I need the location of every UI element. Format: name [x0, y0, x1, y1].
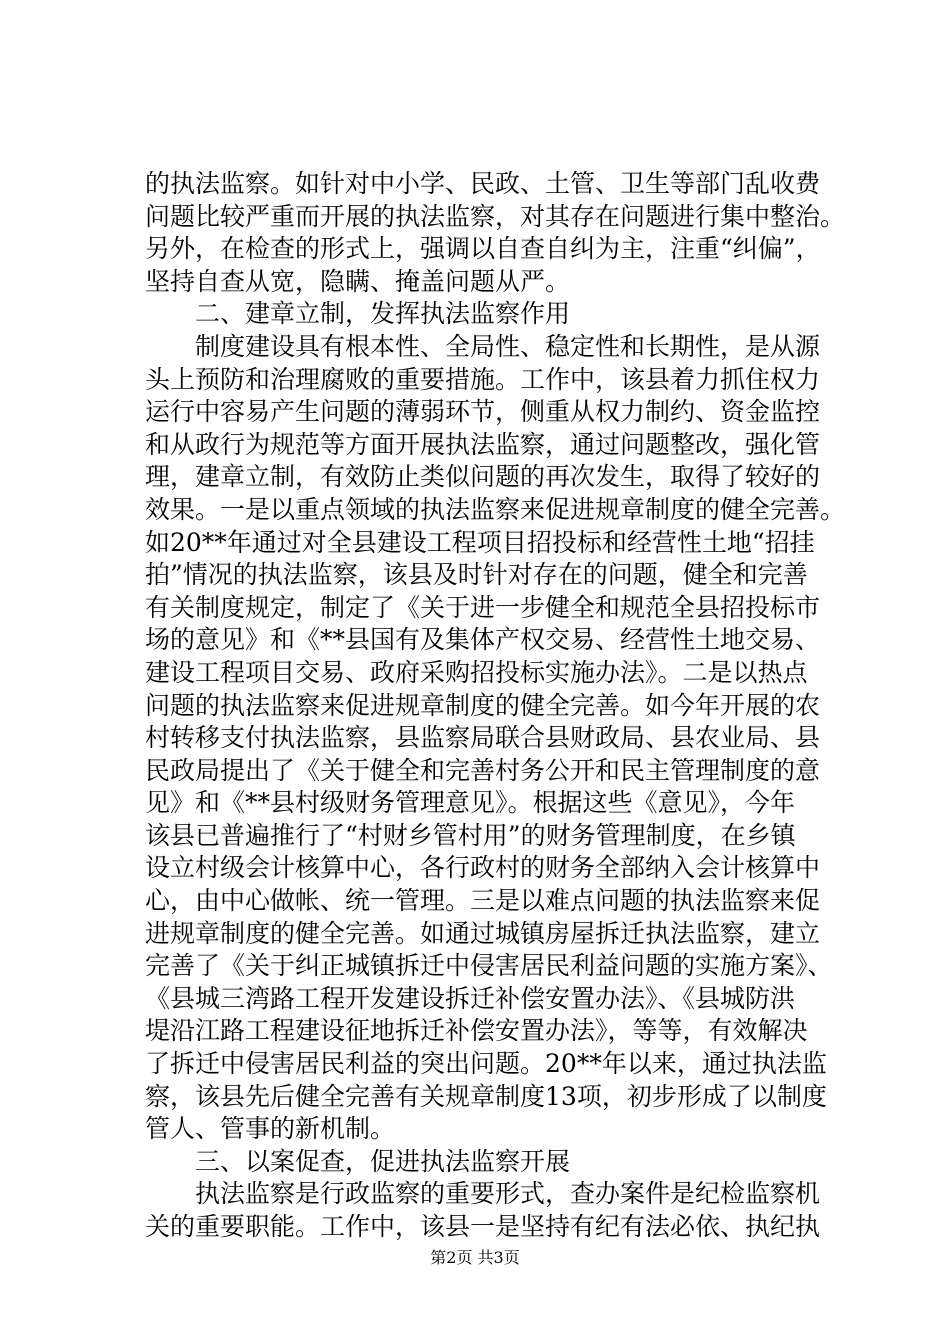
- text-line: 拍”情况的执法监察，该县及时针对存在的问题，健全和完善: [145, 560, 808, 590]
- text-line: 关的重要职能。工作中，该县一是坚持有纪有法必依、执纪执: [145, 1212, 821, 1241]
- text-line: 头上预防和治理腐败的重要措施。工作中，该县着力抓住权力: [145, 364, 821, 394]
- text-line: 村转移支付执法监察，县监察局联合县财政局、县农业局、县: [145, 723, 821, 753]
- text-line: 坚持自查从宽，隐瞒、掩盖问题从严。: [145, 266, 571, 296]
- text-line: 三、以案促查，促进执法监察开展: [145, 1146, 571, 1176]
- text-line: 进规章制度的健全完善。如通过城镇房屋拆迁执法监察，建立: [145, 918, 821, 948]
- text-line: 理，建章立制，有效防止类似问题的再次发生，取得了较好的: [145, 462, 821, 492]
- text-line: 问题的执法监察来促进规章制度的健全完善。如今年开展的农: [145, 690, 821, 720]
- text-line: 问题比较严重而开展的执法监察，对其存在问题进行集中整治。: [145, 201, 846, 231]
- text-line: 和从政行为规范等方面开展执法监察，通过问题整改，强化管: [145, 429, 821, 459]
- text-line: 完善了《关于纠正城镇拆迁中侵害居民利益问题的实施方案》、: [145, 951, 833, 981]
- text-line: 制度建设具有根本性、全局性、稳定性和长期性，是从源: [145, 331, 821, 361]
- text-line: 心，由中心做帐、统一管理。三是以难点问题的执法监察来促: [145, 886, 821, 916]
- text-line: 场的意见》和《**县国有及集体产权交易、经营性土地交易、: [145, 625, 821, 655]
- text-line: 该县已普遍推行了“村财乡管村用”的财务管理制度，在乡镇: [145, 820, 796, 850]
- text-line: 了拆迁中侵害居民利益的突出问题。20**年以来，通过执法监: [145, 1049, 827, 1079]
- page-footer: 第2页 共3页: [430, 1248, 520, 1267]
- body-text: [145, 168, 845, 1244]
- text-line: 察，该县先后健全完善有关规章制度13项，初步形成了以制度: [145, 1081, 827, 1111]
- text-line: 的执法监察。如针对中小学、民政、土管、卫生等部门乱收费: [145, 169, 821, 198]
- text-line: 另外，在检查的形式上，强调以自查自纠为主，注重“纠偏”，: [145, 234, 821, 264]
- text-line: 运行中容易产生问题的薄弱环节，侧重从权力制约、资金监控: [145, 397, 821, 427]
- text-line: 民政局提出了《关于健全和完善村务公开和民主管理制度的意: [145, 755, 821, 785]
- text-line: 设立村级会计核算中心，各行政村的财务全部纳入会计核算中: [145, 853, 821, 883]
- text-line: 执法监察是行政监察的重要形式，查办案件是纪检监察机: [145, 1179, 821, 1209]
- text-line: 有关制度规定，制定了《关于进一步健全和规范全县招投标市: [145, 592, 821, 622]
- text-line: 管人、管事的新机制。: [145, 1114, 396, 1144]
- text-line: 堤沿江路工程建设征地拆迁补偿安置办法》，等等，有效解决: [145, 1016, 808, 1046]
- text-line: 二、建章立制，发挥执法监察作用: [145, 299, 571, 329]
- text-line: 《县城三湾路工程开发建设拆迁补偿安置办法》、《县城防洪: [145, 983, 796, 1013]
- text-line: 见》和《**县村级财务管理意见》。根据这些《意见》，今年: [145, 788, 796, 818]
- text-line: 如20**年通过对全县建设工程项目招投标和经营性土地“招挂: [145, 527, 815, 557]
- text-line: 效果。一是以重点领域的执法监察来促进规章制度的健全完善。: [145, 494, 846, 524]
- text-line: 建设工程项目交易、政府采购招投标实施办法》。二是以热点: [145, 657, 808, 687]
